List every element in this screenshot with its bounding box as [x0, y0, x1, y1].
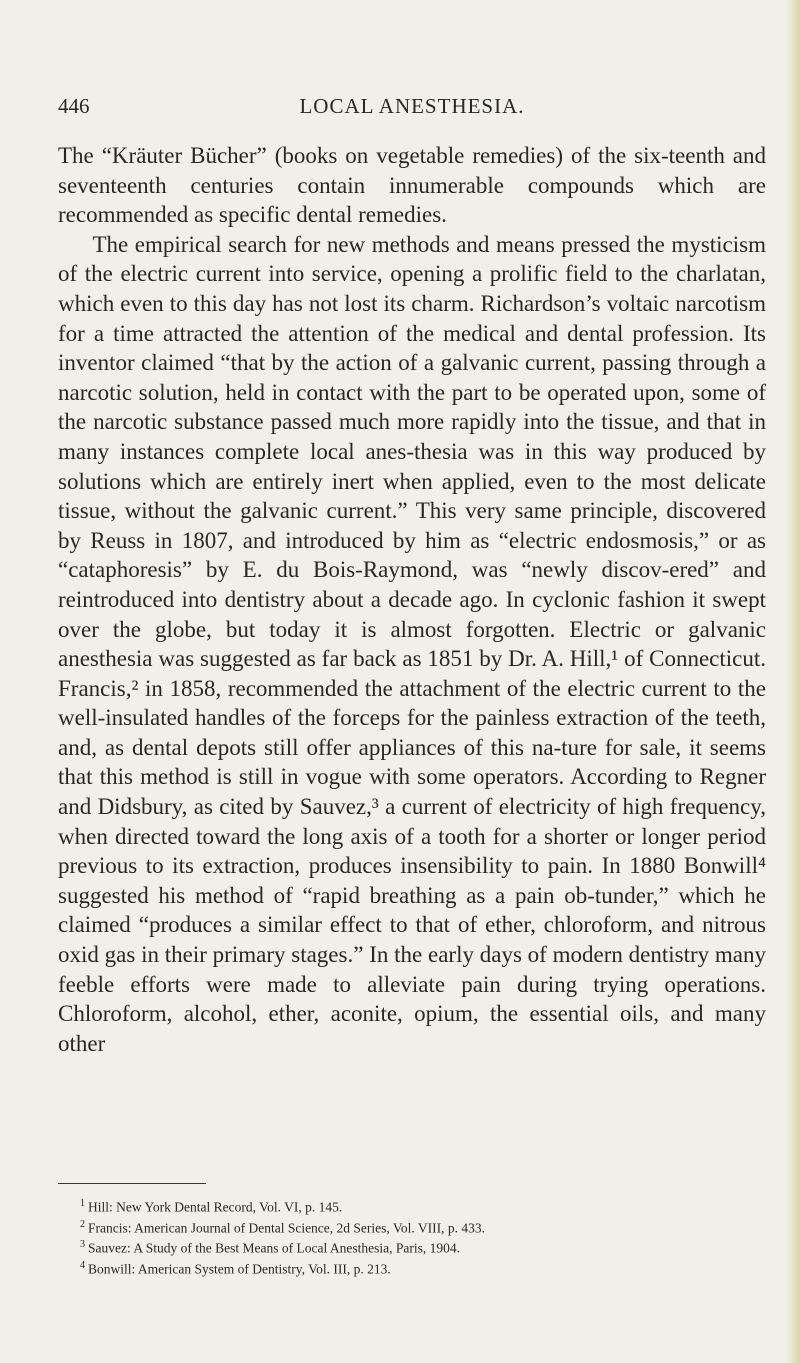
page-number: 446: [58, 94, 90, 118]
footnote-mark: 2: [80, 1218, 85, 1230]
footnote-rule: [58, 1183, 206, 1184]
paragraph: The “Kräuter Bücher” (books on vegetable remedies) of the six-teenth and seventeenth centuries contain innumerable compounds which are recommended as specific dental remedies.: [58, 143, 766, 228]
body-text: [58, 141, 766, 1058]
page-header: [58, 94, 766, 124]
footnote-text: Francis: American Journal of Dental Science, 2d Series, Vol. VIII, p. 433.: [88, 1220, 486, 1235]
footnotes: [58, 1195, 766, 1277]
footnote: [80, 1216, 766, 1237]
running-head: LOCAL ANESTHESIA.: [299, 94, 525, 118]
footnote-text: Bonwill: American System of Dentistry, Vol. III, p. 213.: [88, 1261, 391, 1276]
footnote-mark: 3: [80, 1239, 85, 1250]
footnote-text: Sauvez: A Study of the Best Means of Local Anesthesia, Paris, 1904.: [88, 1240, 460, 1256]
paragraph: The empirical search for new methods and means pressed the mysticism of the electric current into service, opening a prolific field to the charlatan, which even to this day has not lost its charm. Richardson’s voltaic narcotism for a time attracted the attention of the medical and dental profession. Its inventor claimed “that by the action of a galvanic current, passing through a narcotic solution, held in contact with the part to be operated upon, some of the narcotic substance passed much more rapidly into the tissue, and that in many instances complete local anes-thesia was in this way produced by solutions which are entirely inert when applied, even to the most delicate tissue, without the galvanic current.” This very same principle, discovered by Reuss in 1807, and introduced by him as “electric endosmosis,” or as “cataphoresis” by E. du Bois-Raymond, was “newly discov-ered” and reintroduced into dentistry about a decade ago. In cyclonic fashion it swept over the globe, but today it is almost forgotten. Electric or galvanic anesthesia was suggested as far back as 1851 by Dr. A. Hill,¹ of Connecticut. Francis,² in 1858, recommended the attachment of the electric current to the well-insulated handles of the forceps for the painless extraction of the teeth, and, as dental depots still offer appliances of this na-ture for sale, it seems that this method is still in vogue with some operators. According to Regner and Didsbury, as cited by Sauvez,³ a current of electricity of high frequency, when directed toward the long axis of a tooth for a shorter or longer period previous to its extraction, produces insensibility to pain. In 1880 Bonwill⁴ suggested his method of “rapid breathing as a pain ob-tunder,” which he claimed “produces a similar effect to that of ether, chloroform, and nitrous oxid gas in their primary stages.” In the early days of modern dentistry many feeble efforts were made to alleviate pain during trying operations. Chloroform, alcohol, ether, aconite, opium, the essential oils, and many other: [58, 231, 766, 1056]
page-edge: [786, 0, 800, 1363]
footnote-text: Hill: New York Dental Record, Vol. VI, p. 145.: [88, 1199, 343, 1215]
footnote: [80, 1195, 766, 1216]
footnote-mark: 4: [80, 1259, 85, 1271]
footnote: [80, 1236, 766, 1257]
footnote: [80, 1257, 766, 1278]
footnote-mark: 1: [80, 1198, 85, 1209]
